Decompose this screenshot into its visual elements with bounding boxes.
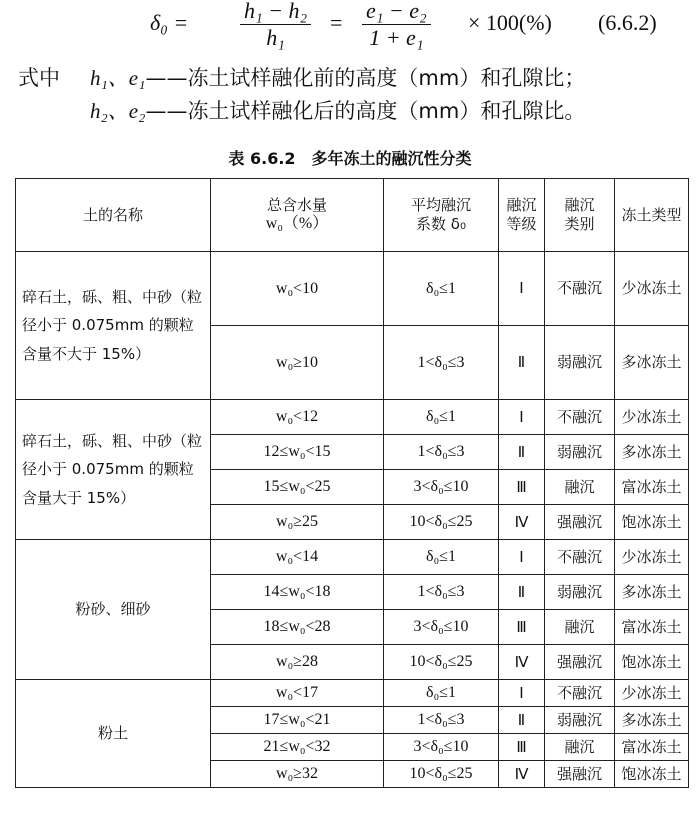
category-cell: 不融沉 bbox=[545, 252, 615, 326]
category-cell: 弱融沉 bbox=[545, 326, 615, 400]
soil-name-cell: 碎石土，砾、粗、中砂（粒径小于 0.075mm 的颗粒含量不大于 15%） bbox=[16, 252, 211, 400]
category-cell: 强融沉 bbox=[545, 761, 615, 788]
category-cell: 不融沉 bbox=[545, 540, 615, 575]
frozen-soil-type-cell: 多冰冻土 bbox=[615, 707, 689, 734]
water-content-cell: w₀<17 bbox=[211, 680, 384, 707]
grade-cell: Ⅰ bbox=[499, 252, 545, 326]
where-line-1 bbox=[18, 62, 585, 92]
frozen-soil-type-cell: 多冰冻土 bbox=[615, 326, 689, 400]
settlement-coefficient-cell: 1<δ₀≤3 bbox=[384, 326, 499, 400]
grade-cell: Ⅳ bbox=[499, 645, 545, 680]
settlement-coefficient-cell: δ₀≤1 bbox=[384, 252, 499, 326]
soil-name-cell: 粉土 bbox=[16, 680, 211, 788]
definition-text: ——冻土试样融化前的高度（mm）和孔隙比； bbox=[145, 66, 586, 90]
water-content-cell: w₀<10 bbox=[211, 252, 384, 326]
table-row bbox=[16, 540, 689, 575]
category-cell: 融沉 bbox=[545, 470, 615, 505]
settlement-coefficient-cell: δ₀≤1 bbox=[384, 540, 499, 575]
formula-equals: = bbox=[330, 10, 343, 35]
header-settlement-coefficient: 平均融沉 系数 δ₀ bbox=[384, 179, 499, 252]
settlement-coefficient-cell: 10<δ₀≤25 bbox=[384, 761, 499, 788]
fraction-denominator: h₁ bbox=[240, 24, 311, 51]
definition-text: ——冻土试样融化后的高度（mm）和孔隙比。 bbox=[145, 99, 586, 123]
settlement-coefficient-cell: δ₀≤1 bbox=[384, 400, 499, 435]
settlement-coefficient-cell: 1<δ₀≤3 bbox=[384, 435, 499, 470]
equation-number: (6.6.2) bbox=[598, 10, 657, 35]
water-content-cell: 18≤w₀<28 bbox=[211, 610, 384, 645]
frozen-soil-type-cell: 富冰冻土 bbox=[615, 610, 689, 645]
category-cell: 强融沉 bbox=[545, 645, 615, 680]
table-row bbox=[16, 252, 689, 326]
settlement-coefficient-cell: 3<δ₀≤10 bbox=[384, 610, 499, 645]
category-cell: 强融沉 bbox=[545, 505, 615, 540]
settlement-coefficient-cell: 10<δ₀≤25 bbox=[384, 645, 499, 680]
category-cell: 弱融沉 bbox=[545, 575, 615, 610]
frozen-soil-type-cell: 饱冰冻土 bbox=[615, 761, 689, 788]
fraction-numerator: h₁ − h₂ bbox=[244, 0, 308, 23]
frozen-soil-type-cell: 少冰冻土 bbox=[615, 252, 689, 326]
frozen-soil-type-cell: 少冰冻土 bbox=[615, 680, 689, 707]
water-content-cell: w₀≥28 bbox=[211, 645, 384, 680]
grade-cell: Ⅳ bbox=[499, 761, 545, 788]
table-body bbox=[16, 252, 689, 788]
grade-cell: Ⅲ bbox=[499, 470, 545, 505]
formula-multiplier: × 100(%) bbox=[468, 10, 552, 35]
grade-cell: Ⅱ bbox=[499, 435, 545, 470]
water-content-cell: w₀<14 bbox=[211, 540, 384, 575]
category-cell: 弱融沉 bbox=[545, 707, 615, 734]
water-content-cell: 15≤w₀<25 bbox=[211, 470, 384, 505]
header-soil-name: 土的名称 bbox=[16, 179, 211, 252]
settlement-coefficient-cell: 1<δ₀≤3 bbox=[384, 575, 499, 610]
frozen-soil-type-cell: 饱冰冻土 bbox=[615, 645, 689, 680]
settlement-coefficient-cell: 10<δ₀≤25 bbox=[384, 505, 499, 540]
frozen-soil-type-cell: 富冰冻土 bbox=[615, 470, 689, 505]
frozen-soil-type-cell: 富冰冻土 bbox=[615, 734, 689, 761]
symbol-h2-e2: h₂、e₂ bbox=[90, 99, 146, 123]
category-cell: 融沉 bbox=[545, 734, 615, 761]
fraction-numerator: e₁ − e₂ bbox=[366, 0, 427, 23]
header-grade: 融沉 等级 bbox=[499, 179, 545, 252]
water-content-cell: 14≤w₀<18 bbox=[211, 575, 384, 610]
grade-cell: Ⅰ bbox=[499, 680, 545, 707]
grade-cell: Ⅲ bbox=[499, 610, 545, 645]
water-content-cell: 12≤w₀<15 bbox=[211, 435, 384, 470]
thaw-settlement-table bbox=[15, 178, 689, 788]
water-content-cell: 21≤w₀<32 bbox=[211, 734, 384, 761]
settlement-coefficient-cell: 3<δ₀≤10 bbox=[384, 470, 499, 505]
header-water-content: 总含水量 w₀（%） bbox=[211, 179, 384, 252]
grade-cell: Ⅱ bbox=[499, 575, 545, 610]
grade-cell: Ⅱ bbox=[499, 326, 545, 400]
table-row bbox=[16, 680, 689, 707]
soil-name-cell: 碎石土，砾、粗、中砂（粒径小于 0.075mm 的颗粒含量大于 15%） bbox=[16, 400, 211, 540]
fraction-denominator: 1 + e₁ bbox=[362, 24, 431, 51]
frozen-soil-type-cell: 少冰冻土 bbox=[615, 400, 689, 435]
settlement-coefficient-cell: 3<δ₀≤10 bbox=[384, 734, 499, 761]
category-cell: 不融沉 bbox=[545, 680, 615, 707]
settlement-coefficient-cell: δ₀≤1 bbox=[384, 680, 499, 707]
water-content-cell: 17≤w₀<21 bbox=[211, 707, 384, 734]
grade-cell: Ⅲ bbox=[499, 734, 545, 761]
table-header-row bbox=[16, 179, 689, 252]
grade-cell: Ⅰ bbox=[499, 400, 545, 435]
grade-cell: Ⅰ bbox=[499, 540, 545, 575]
category-cell: 融沉 bbox=[545, 610, 615, 645]
header-category: 融沉 类别 bbox=[545, 179, 615, 252]
water-content-cell: w₀≥10 bbox=[211, 326, 384, 400]
formula-6-6-2 bbox=[150, 0, 690, 58]
frozen-soil-type-cell: 多冰冻土 bbox=[615, 435, 689, 470]
symbol-h1-e1: h₁、e₁ bbox=[90, 66, 146, 90]
settlement-coefficient-cell: 1<δ₀≤3 bbox=[384, 707, 499, 734]
header-frozen-soil-type: 冻土类型 bbox=[615, 179, 689, 252]
water-content-cell: w₀<12 bbox=[211, 400, 384, 435]
frozen-soil-type-cell: 饱冰冻土 bbox=[615, 505, 689, 540]
water-content-cell: w₀≥32 bbox=[211, 761, 384, 788]
soil-name-cell: 粉砂、细砂 bbox=[16, 540, 211, 680]
water-content-cell: w₀≥25 bbox=[211, 505, 384, 540]
grade-cell: Ⅳ bbox=[499, 505, 545, 540]
frozen-soil-type-cell: 多冰冻土 bbox=[615, 575, 689, 610]
category-cell: 不融沉 bbox=[545, 400, 615, 435]
where-line-2 bbox=[90, 95, 585, 125]
table-caption: 表 6.6.2 多年冻土的融沉性分类 bbox=[228, 149, 472, 168]
table-row bbox=[16, 400, 689, 435]
grade-cell: Ⅱ bbox=[499, 707, 545, 734]
category-cell: 弱融沉 bbox=[545, 435, 615, 470]
formula-lhs: δ₀ = bbox=[150, 10, 189, 35]
formula-fraction-void-ratio bbox=[362, 0, 431, 51]
formula-fraction-heights bbox=[240, 0, 311, 51]
where-lead: 式中 bbox=[18, 66, 60, 90]
frozen-soil-type-cell: 少冰冻土 bbox=[615, 540, 689, 575]
